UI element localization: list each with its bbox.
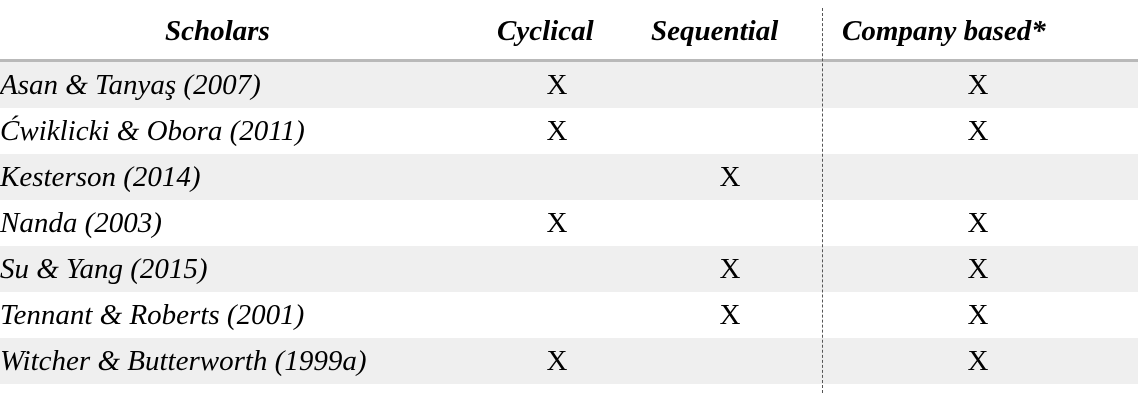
scholar-name: Su & Yang (2015) <box>0 253 208 285</box>
sequential-mark <box>690 62 770 108</box>
sequential-mark <box>690 338 770 384</box>
column-divider <box>822 8 823 393</box>
header-scholars: Scholars <box>165 15 270 47</box>
sequential-mark: X <box>719 299 741 331</box>
header-cyclical: Cyclical <box>497 15 594 47</box>
cyclical-mark <box>517 154 597 200</box>
sequential-mark <box>690 108 770 154</box>
cyclical-mark: X <box>546 345 568 377</box>
cyclical-mark: X <box>546 69 568 101</box>
table-row <box>0 200 1138 246</box>
scholar-name: Kesterson (2014) <box>0 161 201 193</box>
header-company-based: Company based* <box>842 15 1046 47</box>
cyclical-mark <box>517 246 597 292</box>
scholar-name: Asan & Tanyaş (2007) <box>0 69 261 101</box>
cyclical-mark: X <box>546 207 568 239</box>
scholar-name: Tennant & Roberts (2001) <box>0 299 305 331</box>
company-based-mark: X <box>967 115 989 147</box>
table-row <box>0 338 1138 384</box>
scholar-name: Ćwiklicki & Obora (2011) <box>0 115 305 147</box>
cyclical-mark: X <box>546 115 568 147</box>
company-based-mark: X <box>967 69 989 101</box>
company-based-mark: X <box>967 345 989 377</box>
scholar-name: Witcher & Butterworth (1999a) <box>0 345 367 377</box>
company-based-mark: X <box>967 207 989 239</box>
sequential-mark: X <box>719 253 741 285</box>
table-row <box>0 246 1138 292</box>
company-based-mark: X <box>967 299 989 331</box>
company-based-mark <box>938 154 1018 200</box>
sequential-mark <box>690 200 770 246</box>
scholar-name: Nanda (2003) <box>0 207 162 239</box>
company-based-mark: X <box>967 253 989 285</box>
cyclical-mark <box>517 292 597 338</box>
sequential-mark: X <box>719 161 741 193</box>
table-row <box>0 62 1138 108</box>
table-row <box>0 108 1138 154</box>
table-row <box>0 154 1138 200</box>
header-sequential: Sequential <box>651 15 779 47</box>
table-row <box>0 292 1138 338</box>
